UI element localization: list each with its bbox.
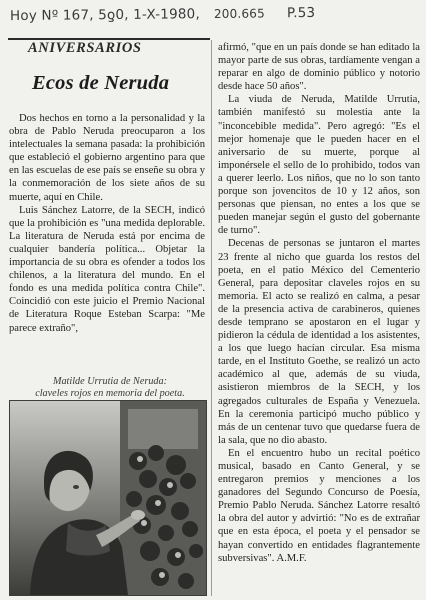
photo-matilde-urrutia — [9, 400, 207, 596]
headline: Ecos de Neruda — [32, 72, 170, 94]
handwritten-source-note: Hoy Nº 167, 5ƍ0, 1-X-1980, — [9, 6, 200, 25]
paragraph: Decenas de personas se juntaron el martes 23 frente al nicho que guarda los restos del poeta, en el patio México del Cementerio General, para depositar claveles rojos en su memoria. El acto se realizó en calma, a pesar de la presencia activa de carabineros, quienes desde temprano se apostaron en el lugar y pidieron la cédula de identidad a los asistentes, a los que luego hacían circular. Esa misma tarde, en el Instituto Goethe, se realizó un acto académico al que, además de su viuda, asistieron miembros de la SECH, y los agregados culturales de España y Venezuela. En la ceremonia participó mucho público y más de un centenar tuvo que quedarse fuera de la sala, que no dio abasto. — [218, 238, 420, 446]
left-column — [9, 112, 205, 364]
photo-illustration — [10, 401, 206, 595]
handwritten-archive-code: 200.665 — [213, 6, 266, 22]
paragraph: La viuda de Neruda, Matilde Urrutia, también manifestó su molestia ante la "inconcebible medida". Pero agregó: "Es el mejor homenaje que le pueden hacer en el aniversario de su muerte, porque al imponérsele el sello de lo prohibido, todos van a querer leerlo. Los niños, que no lo son tanto porque son jovencitos de 10 y 12 años, son personas que piensan, no entes a los que se pueden manejar según el gusto del gobernante de turno". — [218, 94, 420, 237]
paragraph: afirmó, "que en un país donde se han editado la mayor parte de sus obras, tardíamente vengan a reparar en algo de dominio público y notorio desde hace 50 años". — [218, 42, 420, 93]
paragraph: Dos hechos en torno a la personalidad y la obra de Pablo Neruda preocuparon a los intelectuales la semana pasada: la prohibición que estableció el gobierno argentino para que en las escuelas de ese país se enseñe su obra y la conmemoración de los siete años de su muerte, aquí en Chile. — [9, 113, 205, 203]
paragraph: En el encuentro hubo un recital poético musical, basado en Canto General, y se entregaron premios y menciones a los ganadores del Segundo Concurso de Poesía, Premio Pablo Neruda. Sánchez Latorre resaltó la obra del autor y advirtió: "No es de extrañar que en esta época, el poeta y el pensador se hayan convertido en entidades flagrantemente subversivas". A.M.F. — [218, 447, 420, 564]
caption-line: claveles rojos en memoria del poeta. — [35, 388, 185, 399]
photo-caption — [12, 376, 208, 400]
section-label: ANIVERSARIOS — [28, 40, 142, 56]
caption-line: Matilde Urrutia de Neruda: — [52, 376, 168, 387]
right-column — [218, 41, 420, 597]
handwritten-reference — [10, 4, 418, 24]
handwritten-page-number: P.53 — [286, 4, 316, 22]
column-divider — [211, 40, 212, 596]
paragraph: Luis Sánchez Latorre, de la SECH, indicó que la prohibición es "una medida deplorable. La literatura de Neruda está por encima de cualquier bandería política... Objetar la importancia de su obra es ofender a todos los chilenos, a la literatura del mundo. En el fondo es una medida política contra Chile". Coincidió con este juicio el Premio Nacional de Literatura Roque Esteban Scarpa: "Me parece extraño", — [9, 204, 205, 334]
